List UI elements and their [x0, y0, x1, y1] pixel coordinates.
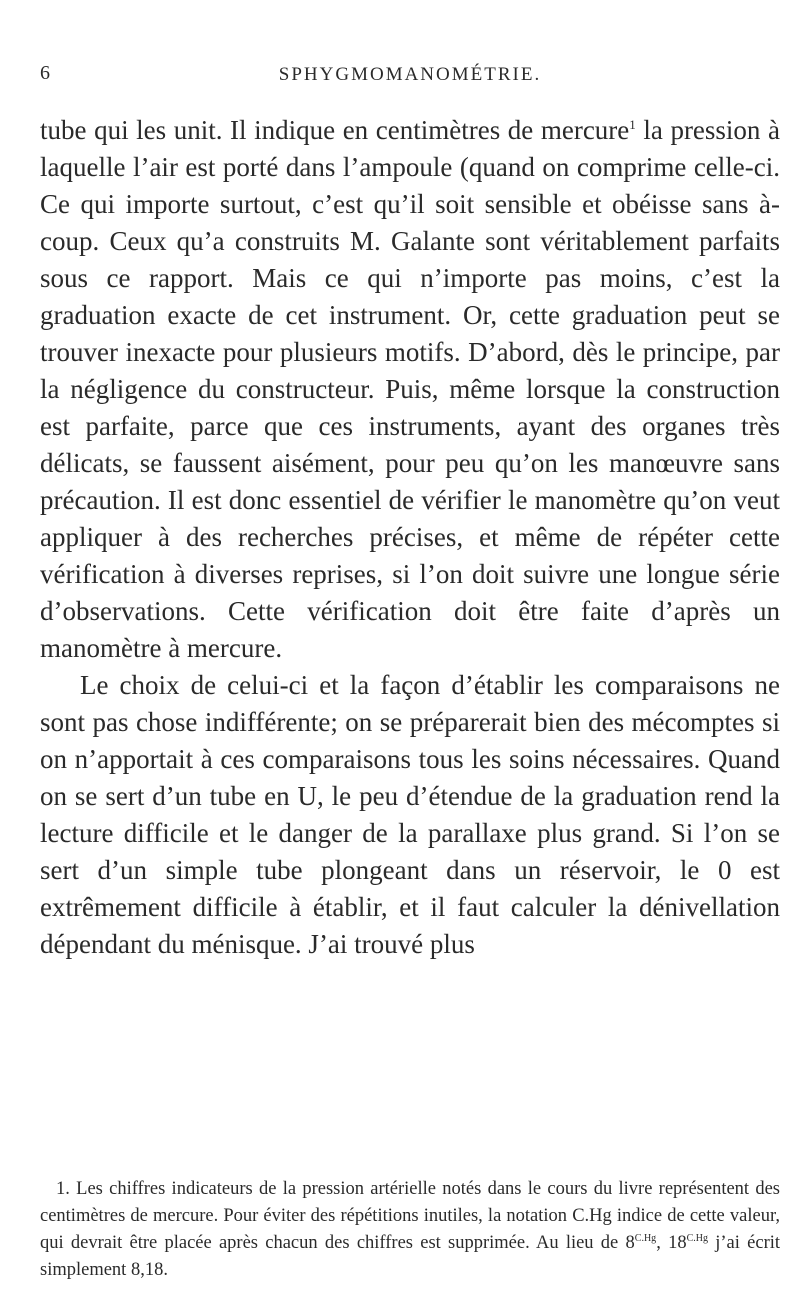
footnote-1 [40, 1176, 780, 1284]
paragraph-2: Le choix de celui-ci et la façon d’établir les comparaisons ne sont pas chose indifférente; on se préparerait bien des mécomptes si on n’apportait à ces comparaisons tous les soins nécessaires. Quand on se sert d’un tube en U, le peu d’étendue de la graduation rend la lecture difficile et le danger de la parallaxe plus grand. Si l’on se sert d’un simple tube plongeant dans un réservoir, le 0 est extrêmement difficile à établir, et il faut calculer la dénivellation dépendant du ménisque. J’ai trouvé plus [40, 670, 780, 959]
paragraph-1-rest: la pression à laquelle l’air est porté dans l’ampoule (quand on comprime celle-ci. Ce qui importe surtout, c’est qu’il soit sensible et obéisse sans à-coup. Ceux qu’a construits M. Galante sont véritablement parfaits sous ce rapport. Mais ce qui n’importe pas moins, c’est la graduation exacte de cet instrument. Or, cette graduation peut se trouver inexacte pour plusieurs motifs. D’abord, dès le principe, par la négligence du constructeur. Puis, même lorsque la construction est parfaite, parce que ces instruments, ayant des organes très délicats, se faussent aisément, pour peu qu’on les manœuvre sans précaution. Il est donc essentiel de vérifier le manomètre qu’on veut appliquer à des recherches précises, et même de répéter cette vérification à diverses reprises, si l’on doit suivre une longue série d’observations. Cette vérification doit être faite d’après un manomètre à mercure. [40, 115, 780, 663]
main-text [40, 112, 780, 963]
footnote-unit-b: C.Hg [686, 1232, 708, 1244]
book-page [40, 0, 780, 1306]
footnote-text-b: , 18 [656, 1233, 687, 1253]
footnote-text-c: j’ai écrit simplement 8,18. [40, 1233, 781, 1280]
paragraph-1-start: tube qui les unit. Il indique en centimètres de mercure [40, 115, 630, 145]
page-number: 6 [40, 62, 51, 84]
footnote-text-a: 1. Les chiffres indicateurs de la pression artérielle notés dans le cours du livre représentent des centimètres de mercure. Pour éviter des répétitions inutiles, la notation C.Hg indice de cette valeur, qui devrait être placée après chacun des chiffres est supprimée. Au lieu de 8 [40, 1179, 780, 1253]
footnote-unit-a: C.Hg [634, 1232, 657, 1244]
paragraph-1 [40, 112, 780, 667]
footnote [40, 1176, 780, 1284]
page-header [40, 62, 780, 92]
footnote-reference[interactable]: 1 [629, 117, 636, 132]
running-title: SPHYGMOMANOMÉTRIE. [278, 64, 542, 85]
